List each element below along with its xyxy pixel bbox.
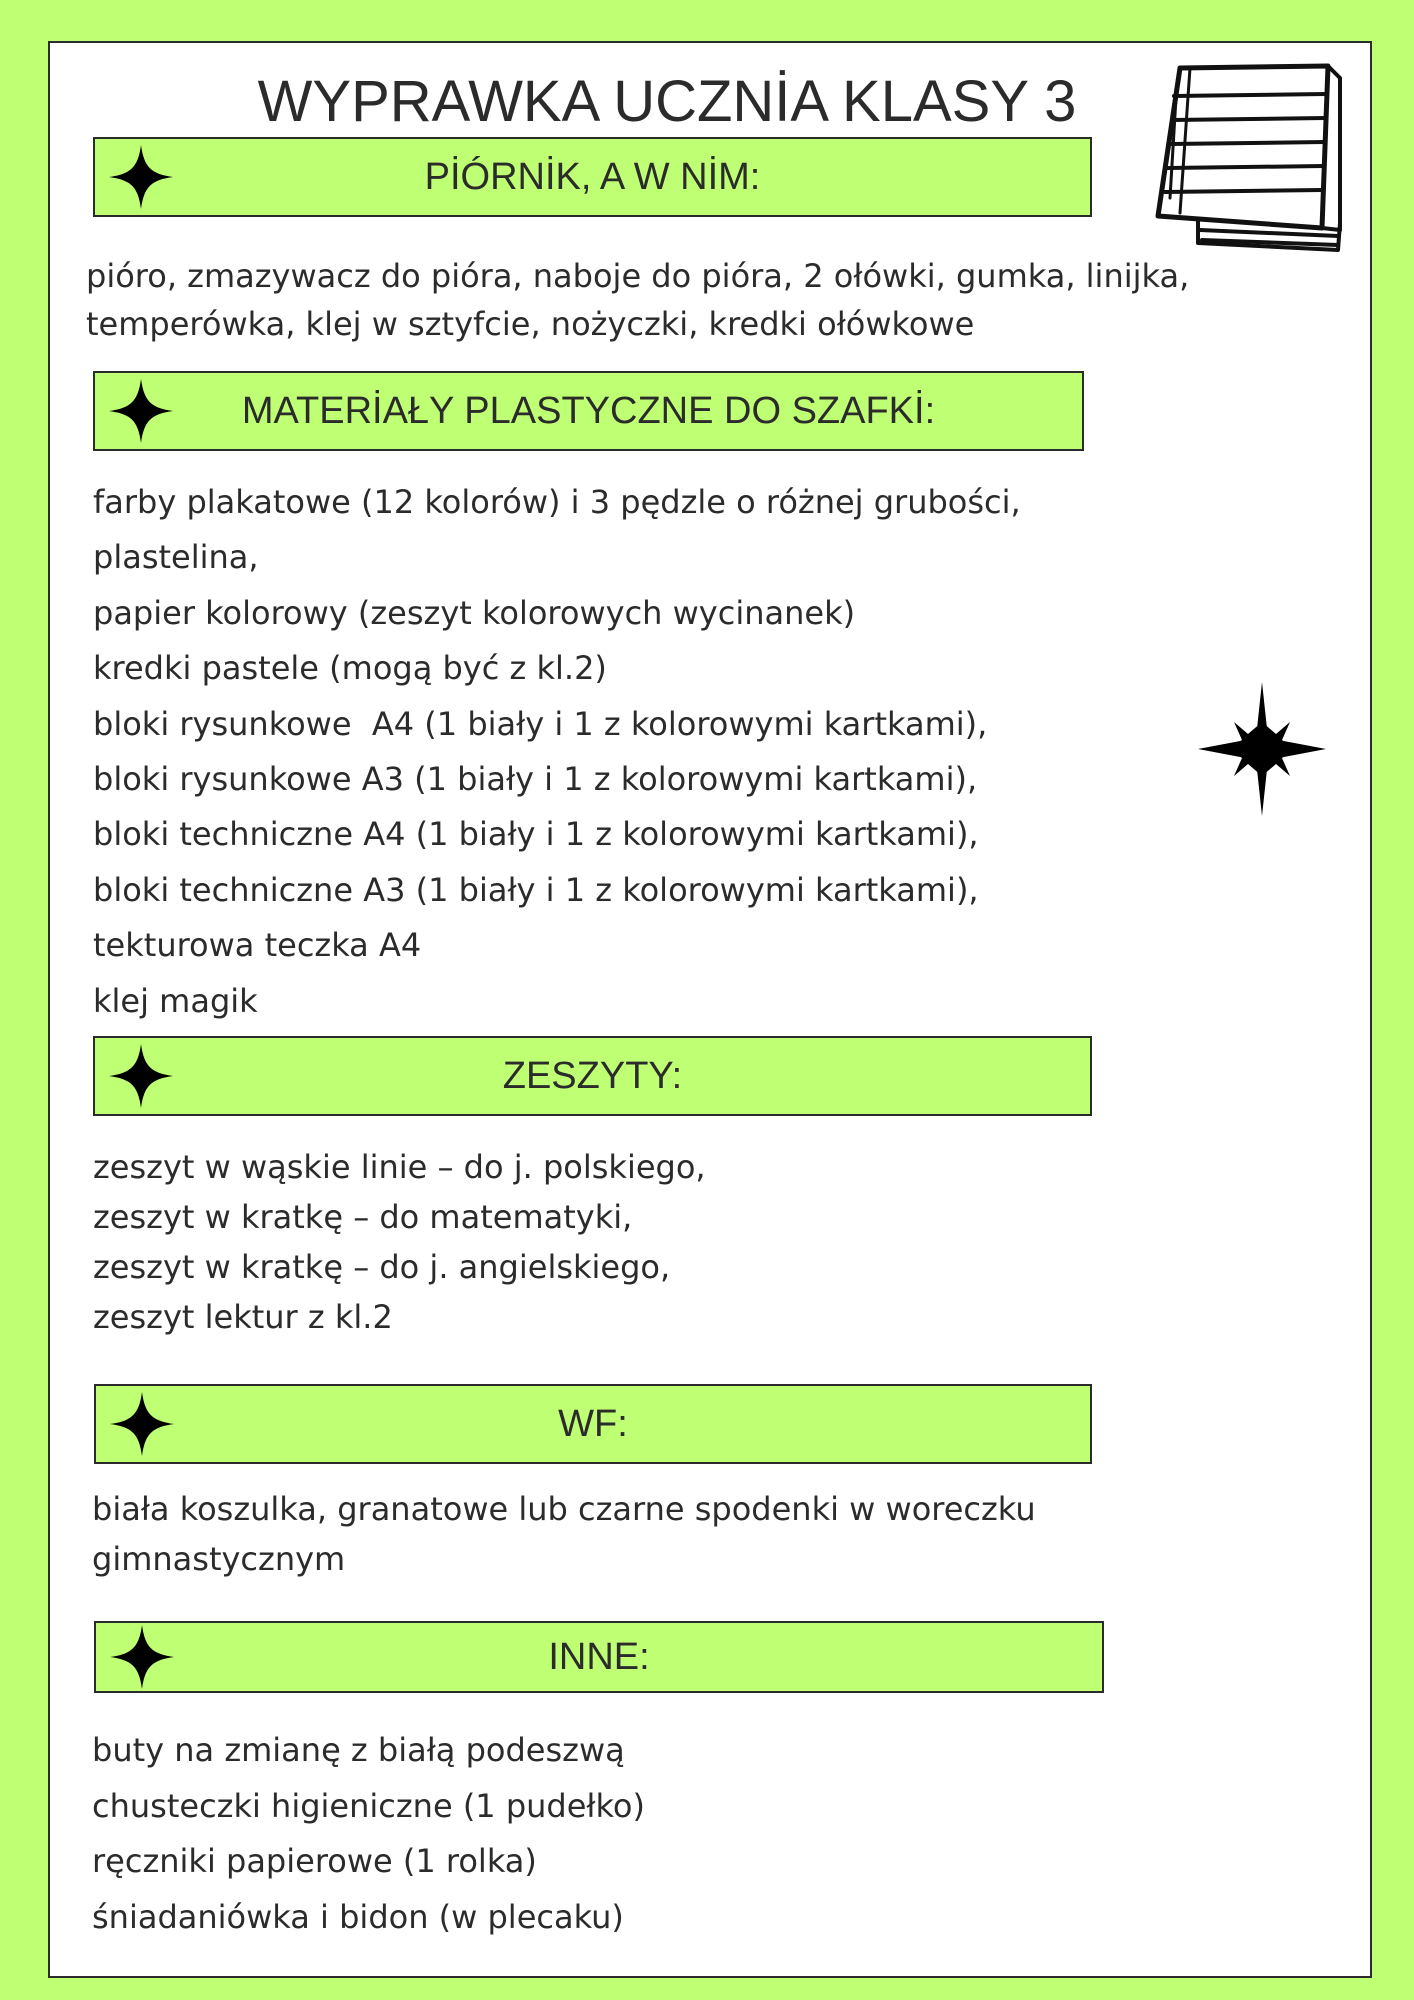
section-text-piornik (86, 252, 1326, 348)
list-item: bloki rysunkowe A3 (1 biały i 1 z kolorowymi kartkami), (93, 760, 978, 799)
list-item: plastelina, (93, 538, 259, 577)
list-item: chusteczki higieniczne (1 pudełko) (92, 1786, 645, 1825)
section-heading-materialy (93, 371, 1084, 451)
section-heading-label: MATERİAŁY PLASTYCZNE DO SZAFKİ: (241, 389, 936, 432)
list-item: tekturowa teczka A4 (93, 926, 422, 965)
list-item: zeszyt w wąskie linie – do j. polskiego, (93, 1148, 706, 1186)
section-heading-piornik (93, 137, 1092, 217)
list-item: zeszyt w kratkę – do matematyki, (93, 1198, 633, 1236)
list-item: ręczniki papierowe (1 rolka) (92, 1842, 537, 1880)
section-heading-inne (94, 1621, 1104, 1693)
page-title: WYPRAWKA UCZNİA KLASY 3 (257, 69, 1077, 134)
list-item: farby plakatowe (12 kolorów) i 3 pędzle o różnej grubości, (93, 483, 1021, 521)
list-item: zeszyt w kratkę – do j. angielskiego, (93, 1248, 671, 1286)
section-heading-zeszyty (93, 1036, 1092, 1116)
section-heading-label: WF: (558, 1402, 628, 1445)
list-item: kredki pastele (mogą być z kl.2) (93, 649, 607, 688)
section-list-zeszyty (93, 1142, 706, 1342)
section-heading-wf (94, 1384, 1092, 1464)
list-item: zeszyt lektur z kl.2 (93, 1298, 393, 1336)
section-heading-label: ZESZYTY: (502, 1054, 683, 1097)
section-list-materialy (93, 475, 1021, 1029)
text-line: biała koszulka, granatowe lub czarne spodenki w woreczku (92, 1490, 1036, 1528)
list-item: papier kolorowy (zeszyt kolorowych wycinanek) (93, 593, 856, 632)
list-item: bloki rysunkowe A4 (1 biały i 1 z kolorowymi kartkami), (93, 704, 988, 743)
list-item: buty na zmianę z białą podeszwą (92, 1731, 625, 1769)
section-heading-label: PİÓRNİK, A W NİM: (424, 155, 761, 198)
list-item: śniadaniówka i bidon (w plecaku) (92, 1897, 624, 1936)
section-text-wf (92, 1484, 1292, 1584)
section-list-inne (92, 1723, 645, 1945)
list-item: klej magik (93, 981, 258, 1020)
text-line: gimnastycznym (92, 1540, 346, 1578)
section-heading-label: INNE: (548, 1635, 650, 1678)
star-icon (1198, 682, 1326, 816)
list-item: bloki techniczne A3 (1 biały i 1 z kolorowymi kartkami), (93, 870, 979, 909)
list-item: bloki techniczne A4 (1 biały i 1 z kolorowymi kartkami), (93, 815, 979, 854)
notebook-icon (1150, 58, 1350, 258)
text-line: temperówka, klej w sztyfcie, nożyczki, kredki ołówkowe (86, 305, 975, 343)
text-line: pióro, zmazywacz do pióra, naboje do pióra, 2 ołówki, gumka, linijka, (86, 257, 1190, 295)
